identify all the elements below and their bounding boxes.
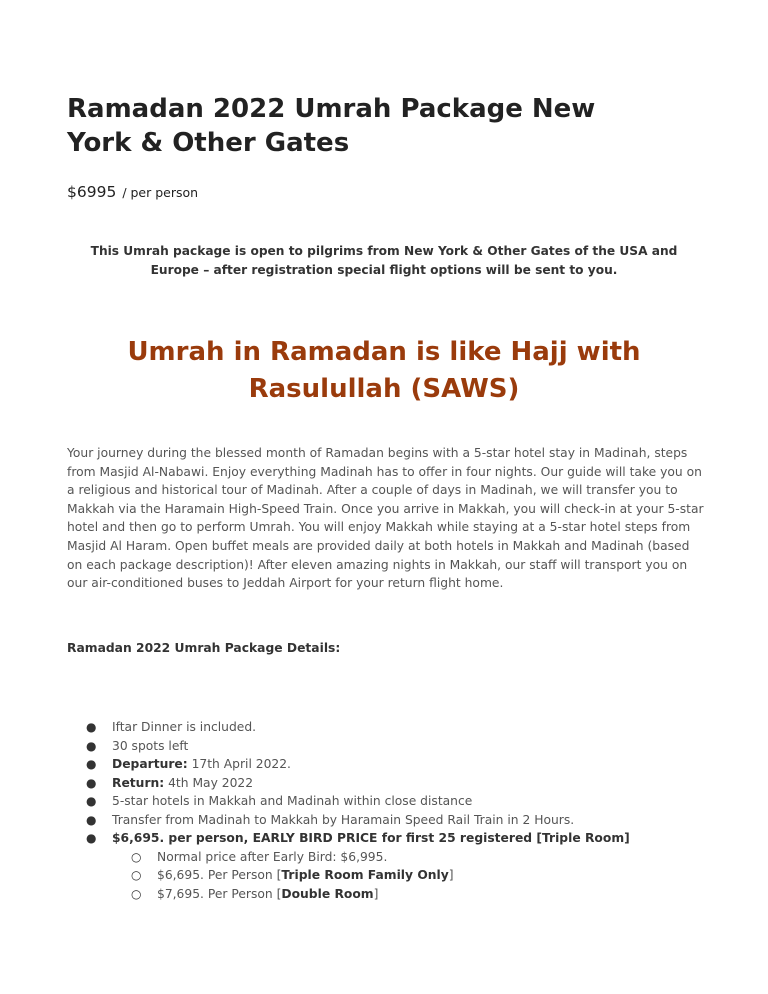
item-label: Departure: [112,757,188,771]
sub-bullet-icon: ○ [131,868,142,882]
sub-bullet-icon: ○ [131,886,142,901]
sub-item-normal [67,848,707,867]
price-unit: / per person [122,185,199,200]
bullet-icon: ● [86,794,97,808]
headline: Umrah in Ramadan is like Hajj with Rasulullah (SAWS) [127,337,641,404]
item-text: $7,695. Per Person [ [157,886,282,901]
list-item-spots [67,737,707,756]
page-title: Ramadan 2022 Umrah Package New York & Other Gates [67,94,596,158]
sub-list-container [67,848,707,904]
price-amount: $6995 [67,183,117,201]
list-item-early-bird [67,829,707,848]
item-text: $6,695. Per Person [ [157,868,282,882]
list-item-transfer [67,811,707,830]
sub-item-double [67,885,707,904]
intro-text: This Umrah package is open to pilgrims from New York & Other Gates of the USA and Europe – after registration special flight options will be sent to you. [90,244,678,277]
body-paragraph: Your journey during the blessed month of Ramadan begins with a 5-star hotel stay in Madinah, steps from Masjid Al-Nabawi. Enjoy everything Madinah has to offer in four nights. Our guide will take you on a religious and historical tour of Madinah. After a couple of days in Madinah, we will transfer you to Makkah via the Haramain High-Speed Train. Once you arrive in Makkah, you will check-in at your 5-star hotel and then go to perform Umrah. You will enjoy Makkah while staying at a 5-star hotel steps from Masjid Al Haram. Open buffet meals are provided daily at both hotels in Makkah and Madinah (based on each package description)! After eleven amazing nights in Makkah, our staff will transport you on our air-conditioned buses to Jeddah Airport for your return flight home. [67,446,704,591]
bullet-icon: ● [86,757,97,771]
details-heading: Ramadan 2022 Umrah Package Details: [67,641,341,655]
item-text: 30 spots left [112,738,189,753]
sub-bullet-icon: ○ [131,849,142,864]
bullet-icon: ● [86,738,97,753]
item-text: Transfer from Madinah to Makkah by Haramain Speed Rail Train in 2 Hours. [112,812,575,827]
item-text: Iftar Dinner is included. [112,720,257,734]
bullet-icon: ● [86,831,97,845]
item-room-type: Double Room [281,886,374,901]
item-room-type: Triple Room Family Only [281,868,449,882]
sub-list [67,848,707,904]
bullet-icon: ● [86,775,97,790]
price [67,183,198,201]
item-text: 4th May 2022 [164,775,254,790]
list-item-departure [67,755,707,774]
list-item-iftar [67,718,707,737]
sub-item-triple [67,866,707,885]
item-text: 5-star hotels in Makkah and Madinah within close distance [112,794,473,808]
item-text: ] [373,886,379,901]
list-item-hotels [67,792,707,811]
item-text: $6,695. per person, EARLY BIRD PRICE for first 25 registered [Triple Room] [112,831,630,845]
item-text: Normal price after Early Bird: $6,995. [157,849,388,864]
details-list [67,718,707,903]
item-label: Return: [112,775,165,790]
bullet-icon: ● [86,720,97,734]
item-text: ] [448,868,454,882]
item-text: 17th April 2022. [187,757,291,771]
bullet-icon: ● [86,812,97,827]
list-item-return [67,774,707,793]
